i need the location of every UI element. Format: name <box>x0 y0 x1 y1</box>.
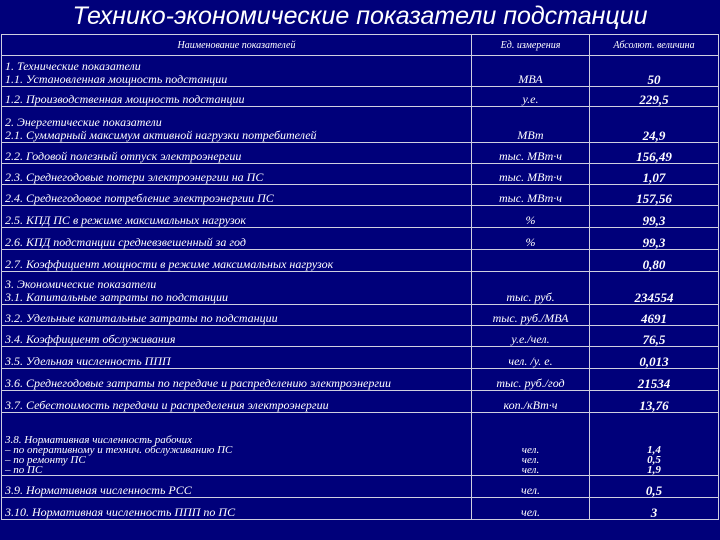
indicator-unit <box>472 305 590 326</box>
table-row <box>2 326 719 347</box>
indicator-value-line: 0,013 <box>639 354 669 369</box>
indicator-unit <box>472 107 590 143</box>
indicator-value <box>590 164 719 185</box>
table-body <box>2 56 719 520</box>
indicator-unit <box>472 272 590 305</box>
indicator-name-line: 3.8. Нормативная численность рабочих <box>5 434 193 446</box>
indicator-name-line: 3.4. Коэффициент обслуживания <box>5 332 176 346</box>
indicator-value <box>590 347 719 369</box>
indicator-name-line: 3.10. Нормативная численность ППП по ПС <box>5 505 236 519</box>
indicator-value <box>590 413 719 476</box>
indicator-name <box>2 369 472 391</box>
table-row <box>2 87 719 107</box>
indicator-name-line: 3.2. Удельные капитальные затраты по подстанции <box>5 311 278 325</box>
indicator-unit-line: у.е. <box>522 92 539 106</box>
page-title: Технико-экономические показатели подстанции <box>72 2 648 30</box>
indicator-unit-line: тыс. МВт·ч <box>499 170 562 184</box>
indicator-value <box>590 476 719 498</box>
indicator-value-line: 156,49 <box>636 149 672 164</box>
indicator-name <box>2 498 472 520</box>
table-row <box>2 476 719 498</box>
indicator-value <box>590 143 719 164</box>
indicator-value <box>590 498 719 520</box>
indicator-name <box>2 326 472 347</box>
header-value: Абсолют. величина <box>590 35 719 56</box>
indicator-value-line: 76,5 <box>642 332 666 347</box>
table-row <box>2 107 719 143</box>
indicator-name-line: 2.5. КПД ПС в режиме максимальных нагрузок <box>5 213 247 227</box>
indicator-name <box>2 228 472 250</box>
indicator-unit <box>472 228 590 250</box>
indicator-name-line: 3.1. Капитальные затраты по подстанции <box>5 290 229 304</box>
indicator-name <box>2 206 472 228</box>
indicator-value <box>590 272 719 305</box>
indicator-value <box>590 56 719 87</box>
indicator-unit <box>472 498 590 520</box>
indicators-table <box>1 34 719 520</box>
table-row <box>2 143 719 164</box>
indicator-name-line: 1.2. Производственная мощность подстанции <box>5 92 245 106</box>
indicator-value <box>590 305 719 326</box>
indicator-name <box>2 87 472 107</box>
indicator-name <box>2 185 472 206</box>
indicator-value <box>590 185 719 206</box>
indicator-name-line: 2. Энергетические показатели <box>5 115 162 129</box>
indicator-value-line: 4691 <box>641 311 667 326</box>
table-row <box>2 250 719 272</box>
indicator-name <box>2 413 472 476</box>
indicator-name-line: – по ремонту ПС <box>5 454 86 466</box>
indicator-value-line: 0,80 <box>642 257 666 272</box>
indicator-unit-line: чел. /у. е. <box>508 354 553 368</box>
indicator-unit-line: МВА <box>518 72 543 86</box>
table-row <box>2 391 719 413</box>
indicator-name-line: 3.6. Среднегодовые затраты по передаче и распределению электроэнергии <box>5 376 392 390</box>
indicator-unit <box>472 164 590 185</box>
indicator-name-line: 1.1. Установленная мощность подстанции <box>5 72 228 86</box>
indicator-name-line: 3.5. Удельная численность ППП <box>5 354 171 368</box>
indicator-unit-line: чел. <box>521 464 540 476</box>
indicator-value <box>590 369 719 391</box>
indicator-unit-line: % <box>525 213 536 227</box>
indicator-unit <box>472 476 590 498</box>
indicator-name-line: 3.7. Себестоимость передачи и распределения электроэнергии <box>5 398 329 412</box>
indicator-unit-line: тыс. МВт·ч <box>499 191 562 205</box>
indicator-unit-line: чел. <box>521 505 540 519</box>
indicator-name <box>2 476 472 498</box>
indicator-name-line: 1. Технические показатели <box>5 59 141 73</box>
indicator-name-line: 2.7. Коэффициент мощности в режиме максимальных нагрузок <box>5 257 334 271</box>
indicator-unit-line: тыс. руб./год <box>496 376 565 390</box>
table-row <box>2 206 719 228</box>
indicator-value <box>590 391 719 413</box>
table-row <box>2 369 719 391</box>
indicator-name-line: 2.4. Среднегодовое потребление электроэнергии ПС <box>5 191 274 205</box>
indicator-name <box>2 250 472 272</box>
header-name: Наименование показателей <box>2 35 472 56</box>
indicator-name <box>2 143 472 164</box>
indicator-name-line: 3. Экономические показатели <box>5 277 157 291</box>
indicator-name <box>2 347 472 369</box>
indicator-unit-line: чел. <box>521 483 540 497</box>
table-header-row <box>2 35 719 56</box>
indicator-value <box>590 250 719 272</box>
indicator-unit-line: чел. <box>521 454 540 466</box>
indicator-name-line: 2.1. Суммарный максимум активной нагрузки потребителей <box>5 128 317 142</box>
indicator-name-line: 2.2. Годовой полезный отпуск электроэнергии <box>5 149 242 163</box>
indicator-value-line: 0,5 <box>645 483 663 498</box>
indicator-unit <box>472 87 590 107</box>
indicator-value-line: 21534 <box>637 376 671 391</box>
indicator-unit-line: чел. <box>521 444 540 456</box>
indicator-name-line: 2.6. КПД подстанции средневзвешенный за год <box>5 235 246 249</box>
indicator-value-line: 1,07 <box>642 170 666 185</box>
table-row <box>2 228 719 250</box>
indicator-value-line: 1,9 <box>647 464 661 476</box>
indicator-value-line: 234554 <box>634 290 674 305</box>
header-unit: Ед. измерения <box>472 35 590 56</box>
indicator-value-line: 1,4 <box>647 444 661 456</box>
indicator-value-line: 3 <box>650 505 658 520</box>
indicator-unit <box>472 185 590 206</box>
indicator-unit-line: % <box>525 235 536 249</box>
indicator-value <box>590 206 719 228</box>
indicator-value <box>590 87 719 107</box>
indicator-unit <box>472 250 590 272</box>
indicator-name-line: – по ПС <box>5 464 43 476</box>
table-row <box>2 56 719 87</box>
indicator-value-line: 13,76 <box>639 398 669 413</box>
indicator-unit-line: коп./кВт·ч <box>503 398 558 412</box>
indicator-value-line: 50 <box>647 72 661 87</box>
indicator-name <box>2 305 472 326</box>
indicator-value <box>590 107 719 143</box>
indicator-name <box>2 164 472 185</box>
indicator-unit-line: тыс. руб. <box>506 290 555 304</box>
indicator-value <box>590 228 719 250</box>
indicator-value-line: 229,5 <box>639 92 669 107</box>
indicator-unit <box>472 369 590 391</box>
indicator-unit <box>472 391 590 413</box>
indicator-unit <box>472 143 590 164</box>
indicator-unit-line: тыс. руб./МВА <box>492 311 569 325</box>
table-row <box>2 347 719 369</box>
table-row <box>2 272 719 305</box>
indicator-unit-line: тыс. МВт·ч <box>499 149 562 163</box>
indicator-unit-line: у.е./чел. <box>511 332 550 346</box>
indicator-name <box>2 56 472 87</box>
indicator-value-line: 99,3 <box>642 213 666 228</box>
indicator-name-line: 3.9. Нормативная численность РСС <box>5 483 192 497</box>
indicator-name-line: 2.3. Среднегодовые потери электроэнергии на ПС <box>5 170 264 184</box>
indicator-unit-line: МВт <box>517 128 544 142</box>
indicator-value-line: 157,56 <box>636 191 672 206</box>
table-row <box>2 305 719 326</box>
indicator-unit <box>472 206 590 228</box>
indicator-unit <box>472 326 590 347</box>
table-row <box>2 185 719 206</box>
indicator-value-line: 0,5 <box>647 454 661 466</box>
table-row <box>2 164 719 185</box>
indicator-value-line: 99,3 <box>642 235 666 250</box>
indicator-unit <box>472 56 590 87</box>
indicator-value-line: 24,9 <box>642 128 666 143</box>
indicator-name <box>2 272 472 305</box>
indicator-name-line: – по оперативному и технич. обслуживанию ПС <box>5 444 233 456</box>
indicator-value <box>590 326 719 347</box>
table-row <box>2 413 719 476</box>
indicator-name <box>2 391 472 413</box>
table-row <box>2 498 719 520</box>
indicator-unit <box>472 413 590 476</box>
indicator-name <box>2 107 472 143</box>
indicator-unit <box>472 347 590 369</box>
